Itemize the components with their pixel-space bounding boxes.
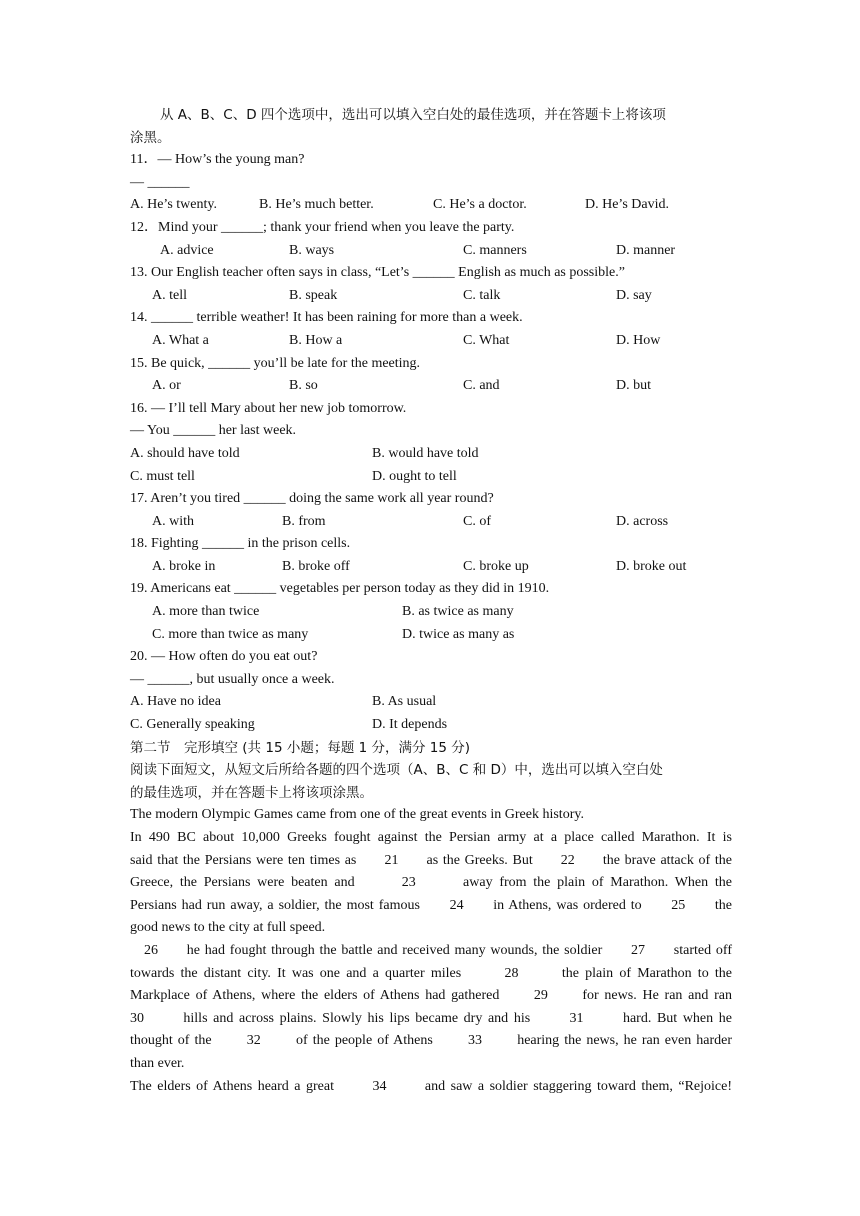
question-stem: 19. Americans eat ______ vegetables per person today as they did in 1910. [130, 581, 550, 597]
option-c: C. more than twice as many [152, 626, 309, 642]
passage-paragraph [130, 940, 732, 1076]
option-c: C. and [463, 378, 500, 394]
question-options [130, 240, 732, 263]
option-d: D. manner [616, 242, 676, 258]
option-b: B. so [289, 378, 318, 394]
passage-paragraph [130, 827, 732, 940]
passage-line: The elders of Athens heard a great 34 and saw a soldier staggering toward them, “Rejoice! [130, 1078, 732, 1094]
question-stem: 16. — I’ll tell Mary about her new job tomorrow. [130, 400, 407, 416]
option-a: A. should have told [130, 445, 240, 461]
question-stem: 15. Be quick, ______ you’ll be late for the meeting. [130, 355, 421, 371]
answer-blank: — ______ [130, 174, 190, 190]
option-c: C. What [463, 332, 510, 348]
option-a: A. or [152, 378, 181, 394]
option-c: C. manners [463, 242, 527, 258]
section-instruction [130, 759, 732, 782]
passage-line: Markplace of Athens, where the elders of Athens had gathered 29 for news. He ran and ran [130, 988, 732, 1004]
passage-paragraph [130, 1076, 732, 1099]
section-instruction-text: 的最佳选项，并在答题卡上将该项涂黑。 [130, 784, 373, 801]
option-d: D. ought to tell [372, 468, 457, 484]
option-a: A. tell [152, 287, 187, 303]
question-stem: 14. ______ terrible weather! It has been raining for more than a week. [130, 310, 523, 326]
question-stem: 18. Fighting ______ in the prison cells. [130, 536, 351, 552]
section-instruction-text: 阅读下面短文，从短文后所给各题的四个选项（A、B、C 和 D）中，选出可以填入空白处 [130, 762, 663, 779]
option-b: B. How a [289, 332, 343, 348]
instruction-text: 涂黑。 [130, 129, 171, 146]
option-c: C. of [463, 513, 491, 529]
question-options [130, 443, 732, 466]
answer-blank: — You ______ her last week. [130, 423, 297, 439]
section-heading-text: 第二节 完形填空 (共 15 小题；每题 1 分，满分 15 分) [130, 739, 471, 756]
passage-line: good news to the city at full speed. [130, 920, 326, 936]
option-b: B. speak [289, 287, 338, 303]
exam-page [130, 104, 732, 1098]
option-b: B. ways [289, 242, 335, 258]
section-instruction [130, 782, 732, 805]
instruction-line [130, 104, 732, 127]
option-a: A. with [152, 513, 194, 529]
option-d: D. across [616, 513, 669, 529]
option-d: D. twice as many as [402, 626, 515, 642]
question-options [130, 375, 732, 398]
passage-line: In 490 BC about 10,000 Greeks fought against the Persian army at a place called Marathon. It is [130, 830, 732, 845]
option-b: B. broke off [282, 558, 350, 574]
option-c: C. broke up [463, 558, 529, 574]
question-options [130, 691, 732, 714]
option-b: B. as twice as many [402, 604, 514, 620]
option-c: C. talk [463, 287, 501, 303]
section-heading [130, 737, 732, 760]
question-options [130, 466, 732, 489]
question-stem: 13. Our English teacher often says in class, “Let’s ______ English as much as possible.” [130, 265, 625, 281]
option-b: B. from [282, 513, 326, 529]
question-options [130, 601, 732, 624]
question-options [130, 624, 732, 647]
option-c: C. Generally speaking [130, 717, 255, 733]
question-options [130, 330, 732, 353]
option-a: A. more than twice [152, 604, 260, 620]
passage-line: Greece, the Persians were beaten and 23 away from the plain of Marathon. When the [130, 875, 732, 891]
option-c: C. He’s a doctor. [433, 197, 527, 213]
question-stem: 12．Mind your ______; thank your friend when you leave the party. [130, 219, 515, 235]
option-a: A. He’s twenty. [130, 197, 217, 213]
option-b: B. As usual [372, 694, 437, 710]
question-options [130, 285, 732, 308]
answer-blank: — ______, but usually once a week. [130, 671, 335, 687]
option-d: D. broke out [616, 558, 687, 574]
option-a: A. advice [160, 242, 214, 258]
passage-line: 26 he had fought through the battle and received many wounds, the soldier 27 started off [144, 942, 732, 958]
passage-line: towards the distant city. It was one and a quarter miles 28 the plain of Marathon to the [130, 965, 732, 981]
option-b: B. He’s much better. [259, 197, 374, 213]
option-c: C. must tell [130, 468, 195, 484]
passage-line: 30 hills and across plains. Slowly his lips became dry and his 31 hard. But when he [130, 1010, 732, 1026]
question-options [130, 194, 732, 217]
option-d: D. He’s David. [585, 197, 669, 213]
option-a: A. Have no idea [130, 694, 221, 710]
option-d: D. It depends [372, 717, 448, 733]
question-options [130, 556, 732, 579]
question-stem: 20. — How often do you eat out? [130, 649, 318, 665]
question-options [130, 714, 732, 737]
passage-line: said that the Persians were ten times as 21 as the Greeks. But 22 the brave attack of the [130, 852, 732, 868]
passage-line: than ever. [130, 1055, 185, 1071]
question-stem: 17. Aren’t you tired ______ doing the same work all year round? [130, 491, 494, 507]
instruction-line [130, 127, 732, 150]
question-stem: 11．— How’s the young man? [130, 152, 305, 168]
option-d: D. How [616, 332, 661, 348]
instruction-text: 从 A、B、C、D 四个选项中，选出可以填入空白处的最佳选项，并在答题卡上将该项 [160, 107, 666, 123]
passage-line: Persians had run away, a soldier, the most famous 24 in Athens, was ordered to 25 the [130, 897, 732, 913]
option-a: A. broke in [152, 558, 216, 574]
question-options [130, 511, 732, 534]
passage-paragraph: The modern Olympic Games came from one of the great events in Greek history. [130, 807, 584, 823]
option-a: A. What a [152, 332, 209, 348]
option-d: D. say [616, 287, 652, 303]
passage-line: thought of the 32 of the people of Athens 33 hearing the news, he ran even harder [130, 1033, 732, 1049]
option-d: D. but [616, 378, 651, 394]
option-b: B. would have told [372, 445, 479, 461]
